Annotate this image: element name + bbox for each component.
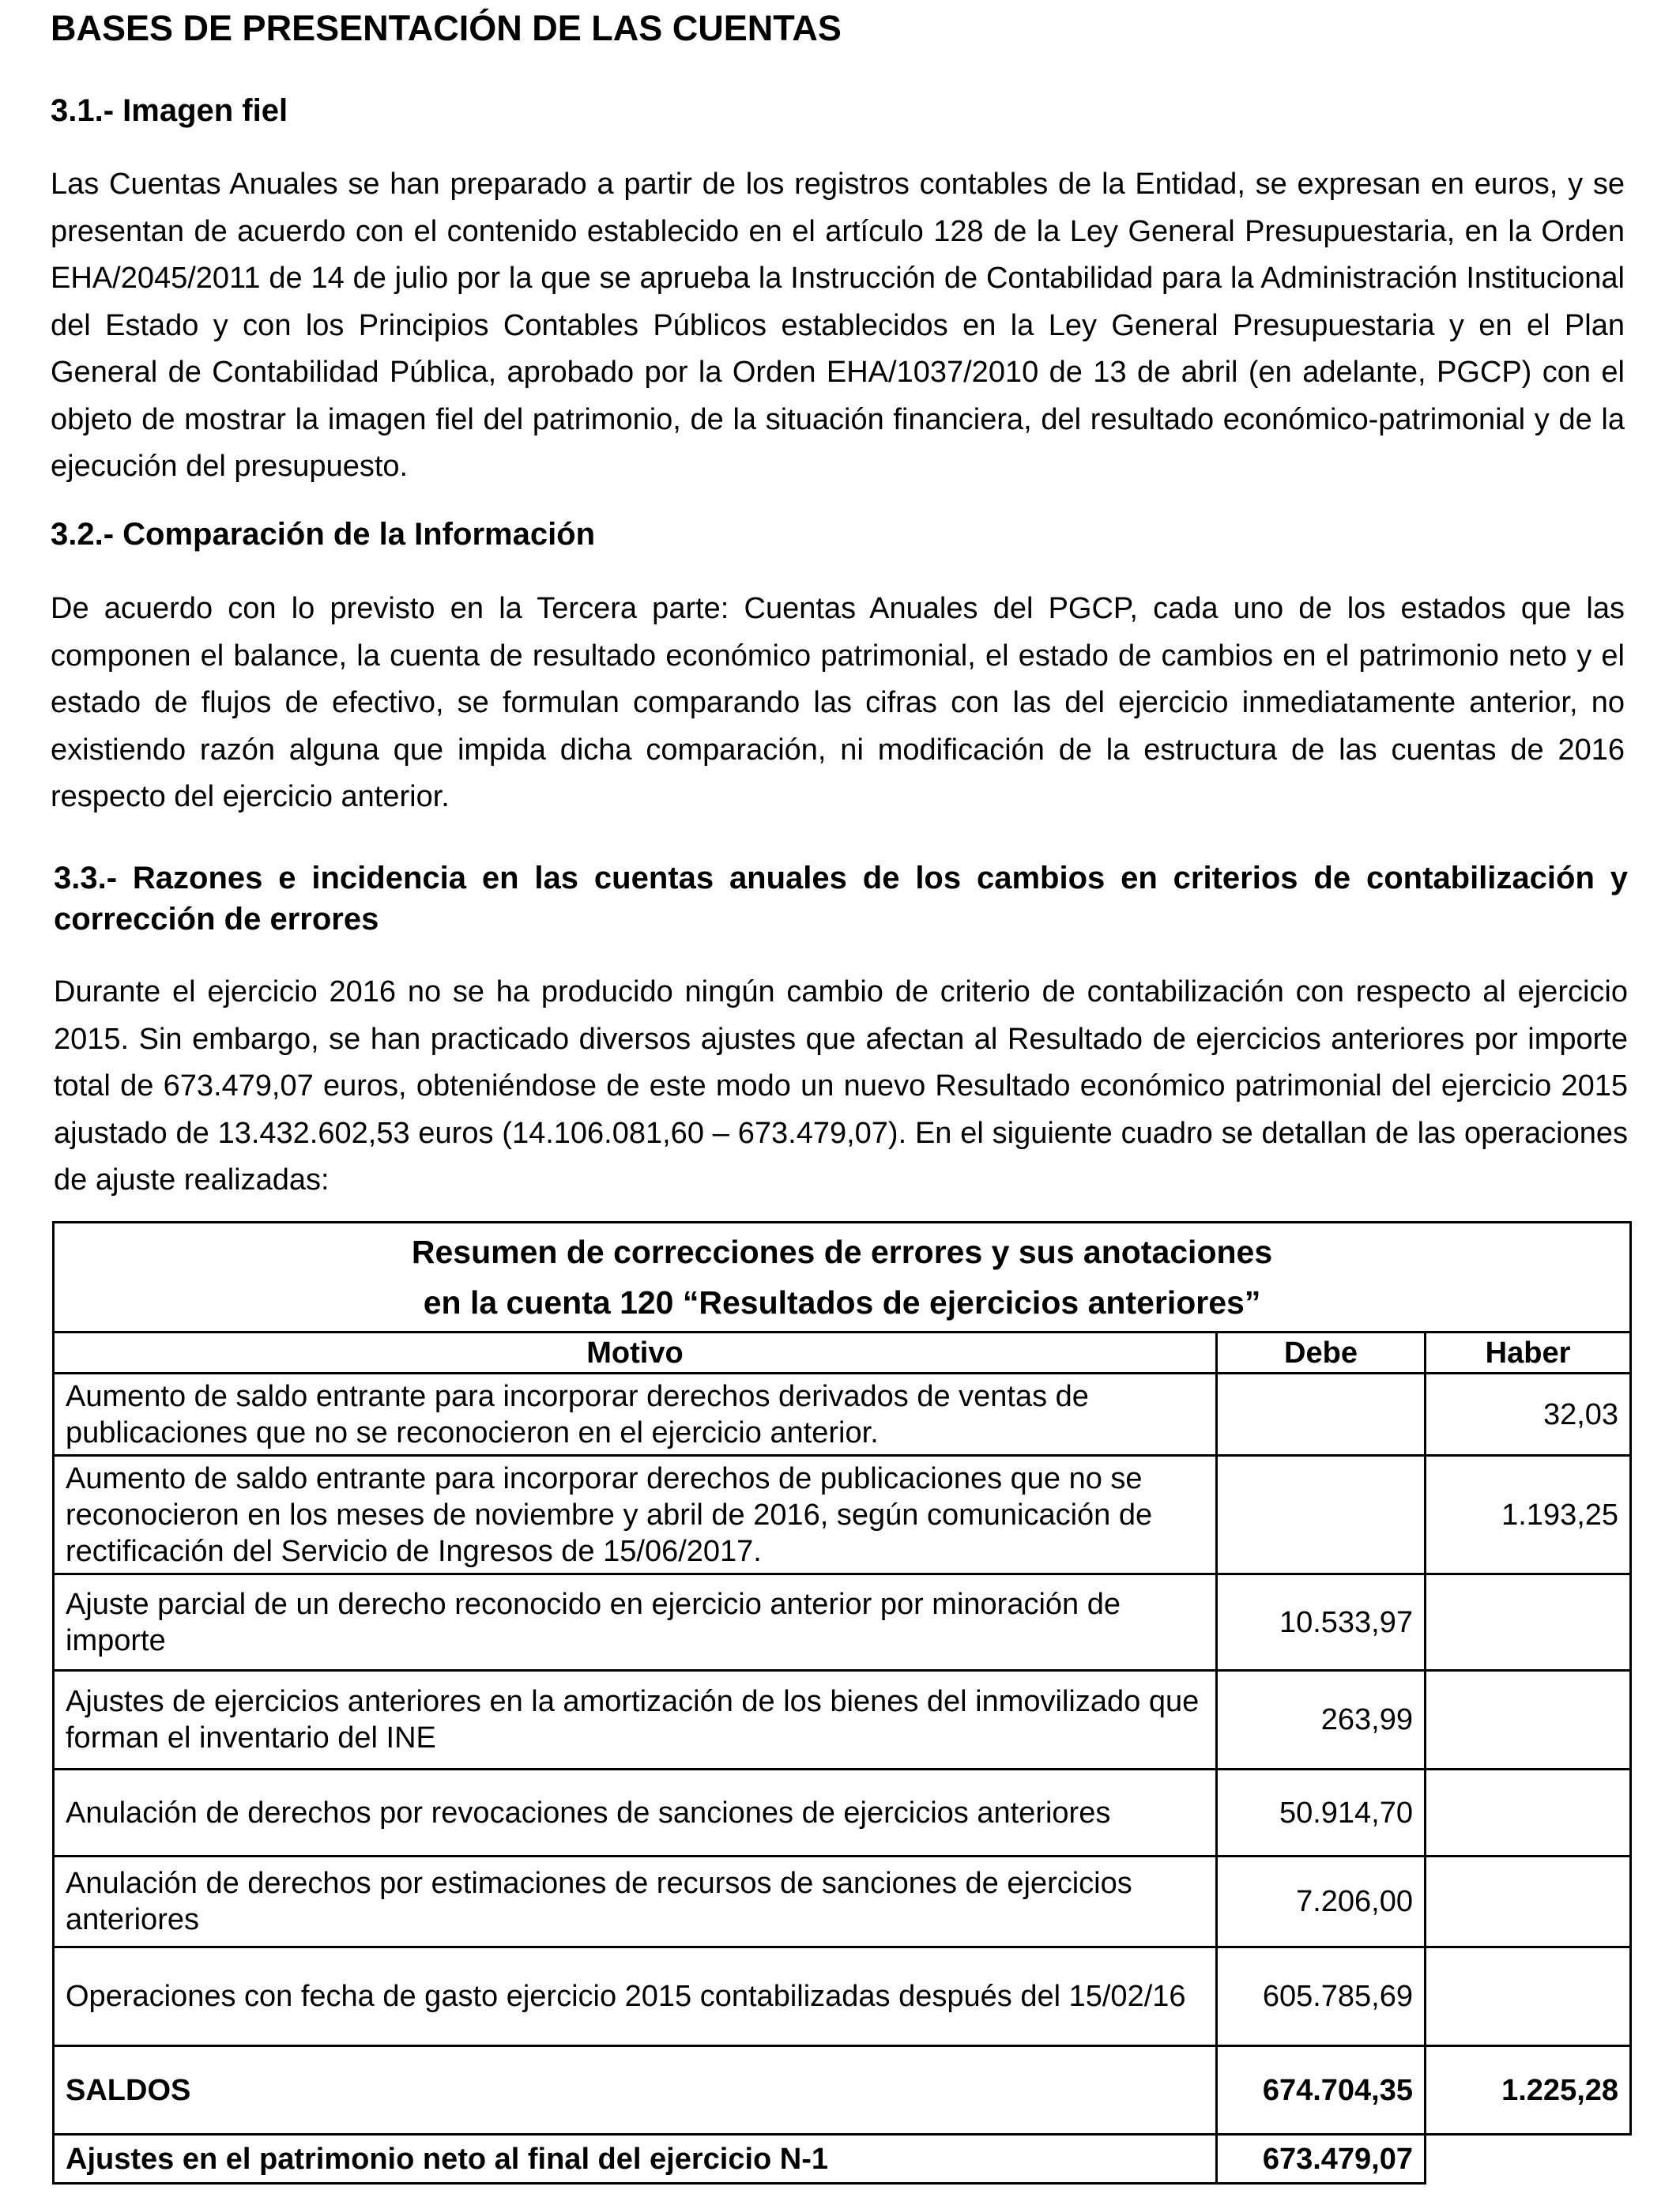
row-motivo: Operaciones con fecha de gasto ejercicio 2015 contabilizadas después del 15/02/16 xyxy=(54,1947,1217,2046)
table-row xyxy=(54,1456,1631,1574)
row-debe: 263,99 xyxy=(1217,1671,1426,1770)
row-haber xyxy=(1426,1770,1631,1857)
ajustes-row xyxy=(54,2135,1631,2184)
table-title xyxy=(54,1223,1631,1333)
section-3-1-paragraph: Las Cuentas Anuales se han preparado a partir de los registros contables de la Entidad, se expresan en euros, y se presentan de acuerdo con el contenido establecido en el artículo 128 de la Ley General Presupuestaria, en la Orden EHA/2045/2011 de 14 de julio por la que se aprueba la Instrucción de Contabilidad para la Administración Institucional del Estado y con los Principios Contables Públicos establecidos en la Ley General Presupuestaria y en el Plan General de Contabilidad Pública, aprobado por la Orden EHA/1037/2010 de 13 de abril (en adelante, PGCP) con el objeto de mostrar la imagen fiel del patrimonio, de la situación financiera, del resultado económico-patrimonial y de la ejecución del presupuesto. xyxy=(51,168,1625,483)
saldos-haber: 1.225,28 xyxy=(1426,2046,1631,2135)
section-3-2-heading: 3.2.- Comparación de la Información xyxy=(51,517,596,552)
row-debe: 605.785,69 xyxy=(1217,1947,1426,2046)
row-haber xyxy=(1426,1947,1631,2046)
table-title-line-1: Resumen de correcciones de errores y sus anotaciones xyxy=(411,1234,1273,1270)
table-row xyxy=(54,1857,1631,1947)
row-haber xyxy=(1426,1857,1631,1947)
row-debe: 7.206,00 xyxy=(1217,1857,1426,1947)
row-motivo: Ajuste parcial de un derecho reconocido en ejercicio anterior por minoración de importe xyxy=(54,1574,1217,1671)
table-row xyxy=(54,1947,1631,2046)
row-haber: 1.193,25 xyxy=(1426,1456,1631,1574)
ajustes-empty-cell xyxy=(1426,2135,1631,2184)
header-motivo: Motivo xyxy=(54,1333,1217,1374)
header-debe: Debe xyxy=(1217,1333,1426,1374)
row-haber xyxy=(1426,1574,1631,1671)
row-haber xyxy=(1426,1671,1631,1770)
row-debe xyxy=(1217,1456,1426,1574)
row-motivo: Anulación de derechos por estimaciones de recursos de sanciones de ejercicios anteriores xyxy=(54,1857,1217,1947)
error-corrections-table xyxy=(52,1221,1632,2185)
row-debe xyxy=(1217,1374,1426,1456)
saldos-row xyxy=(54,2046,1631,2135)
table-header-row xyxy=(54,1333,1631,1374)
ajustes-label: Ajustes en el patrimonio neto al final del ejercicio N-1 xyxy=(54,2135,1217,2184)
row-haber: 32,03 xyxy=(1426,1374,1631,1456)
header-haber: Haber xyxy=(1426,1333,1631,1374)
section-3-1-heading: 3.1.- Imagen fiel xyxy=(51,93,288,128)
row-motivo: Anulación de derechos por revocaciones de sanciones de ejercicios anteriores xyxy=(54,1770,1217,1857)
row-debe: 10.533,97 xyxy=(1217,1574,1426,1671)
row-debe: 50.914,70 xyxy=(1217,1770,1426,1857)
row-motivo: Aumento de saldo entrante para incorporar derechos derivados de ventas de publicaciones que no se reconocieron en el ejercicio anterior. xyxy=(54,1374,1217,1456)
table-row xyxy=(54,1574,1631,1671)
table-title-row xyxy=(54,1223,1631,1333)
table-row xyxy=(54,1770,1631,1857)
ajustes-debe: 673.479,07 xyxy=(1217,2135,1426,2184)
saldos-debe: 674.704,35 xyxy=(1217,2046,1426,2135)
page-title: BASES DE PRESENTACIÓN DE LAS CUENTAS xyxy=(51,8,842,48)
table-row xyxy=(54,1374,1631,1456)
saldos-label: SALDOS xyxy=(54,2046,1217,2135)
section-3-3-paragraph: Durante el ejercicio 2016 no se ha producido ningún cambio de criterio de contabilización con respecto al ejercicio 2015. Sin embargo, se han practicado diversos ajustes que afectan al Resultado de ejercicios anteriores por importe total de 673.479,07 euros, obteniéndose de este modo un nuevo Resultado económico patrimonial del ejercicio 2015 ajustado de 13.432.602,53 euros (14.106.081,60 – 673.479,07). En el siguiente cuadro se detallan de las operaciones de ajuste realizadas: xyxy=(54,975,1628,1197)
table-row xyxy=(54,1671,1631,1770)
table-title-line-2: en la cuenta 120 “Resultados de ejercicios anteriores” xyxy=(423,1284,1261,1321)
section-3-2-paragraph: De acuerdo con lo previsto en la Tercera parte: Cuentas Anuales del PGCP, cada uno de los estados que las componen el balance, la cuenta de resultado económico patrimonial, el estado de cambios en el patrimonio neto y el estado de flujos de efectivo, se formulan comparando las cifras con las del ejercicio inmediatamente anterior, no existiendo razón alguna que impida dicha comparación, ni modificación de la estructura de las cuentas de 2016 respecto del ejercicio anterior. xyxy=(51,592,1625,813)
section-3-3-heading: 3.3.- Razones e incidencia en las cuentas anuales de los cambios en criterios de contabilización y corrección de errores xyxy=(54,861,1628,937)
row-motivo: Ajustes de ejercicios anteriores en la amortización de los bienes del inmovilizado que forman el inventario del INE xyxy=(54,1671,1217,1770)
row-motivo: Aumento de saldo entrante para incorporar derechos de publicaciones que no se reconocieron en los meses de noviembre y abril de 2016, según comunicación de rectificación del Servicio de Ingresos de 15/06/2017. xyxy=(54,1456,1217,1574)
